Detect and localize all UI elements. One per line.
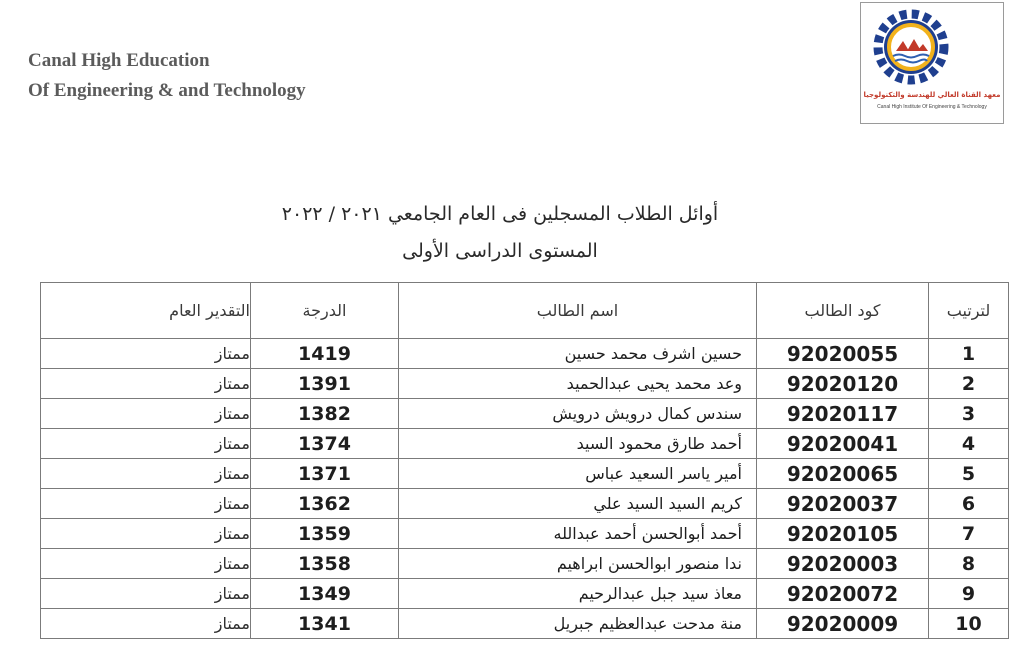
- student-code-cell: 92020009: [757, 609, 929, 639]
- table-row: [41, 429, 1009, 459]
- score-cell: 1349: [251, 579, 399, 609]
- header-name: اسم الطالب: [399, 283, 757, 339]
- table-row: [41, 489, 1009, 519]
- rank-cell: 2: [929, 369, 1009, 399]
- rank-cell: 5: [929, 459, 1009, 489]
- score-cell: 1358: [251, 549, 399, 579]
- grade-cell: [41, 579, 251, 609]
- student-name-cell: معاذ سيد جبل عبدالرحيم: [399, 579, 757, 609]
- grade-label: ممتاز: [214, 344, 250, 363]
- table-row: [41, 369, 1009, 399]
- table-row: [41, 399, 1009, 429]
- score-cell: 1362: [251, 489, 399, 519]
- student-code-cell: 92020072: [757, 579, 929, 609]
- student-code-cell: 92020065: [757, 459, 929, 489]
- grade-label: ممتاز: [214, 494, 250, 513]
- institute-name-line1: Canal High Education: [28, 50, 210, 71]
- grade-cell: [41, 399, 251, 429]
- table-row: [41, 579, 1009, 609]
- header-code: كود الطالب: [757, 283, 929, 339]
- student-code-cell: 92020105: [757, 519, 929, 549]
- student-name-cell: كريم السيد السيد علي: [399, 489, 757, 519]
- grade-label: ممتاز: [214, 614, 250, 633]
- grade-cell: [41, 609, 251, 639]
- page-title: أوائل الطلاب المسجلين فى العام الجامعي ٢٠٢١ / ٢٠٢٢: [281, 203, 719, 225]
- student-code-cell: 92020037: [757, 489, 929, 519]
- student-name-cell: أمير ياسر السعيد عباس: [399, 459, 757, 489]
- score-cell: 1419: [251, 339, 399, 369]
- rank-cell: 6: [929, 489, 1009, 519]
- student-name-cell: أحمد طارق محمود السيد: [399, 429, 757, 459]
- grade-cell: [41, 489, 251, 519]
- score-cell: 1391: [251, 369, 399, 399]
- student-code-cell: 92020117: [757, 399, 929, 429]
- logo-arabic-text: معهد القناة العالي للهندسة والتكنولوجيا: [863, 91, 1001, 99]
- score-cell: 1374: [251, 429, 399, 459]
- grade-cell: [41, 519, 251, 549]
- student-name-cell: حسين اشرف محمد حسين: [399, 339, 757, 369]
- table-header-row: [41, 283, 1009, 339]
- header-rank: لترتيب: [929, 283, 1009, 339]
- student-name-cell: وعد محمد يحيى عبدالحميد: [399, 369, 757, 399]
- rank-cell: 3: [929, 399, 1009, 429]
- grade-label: ممتاز: [214, 404, 250, 423]
- student-name-cell: أحمد أبوالحسن أحمد عبدالله: [399, 519, 757, 549]
- score-cell: 1371: [251, 459, 399, 489]
- grade-cell: [41, 429, 251, 459]
- rank-cell: 7: [929, 519, 1009, 549]
- header-score: الدرجة: [251, 283, 399, 339]
- rank-cell: 8: [929, 549, 1009, 579]
- rank-cell: 1: [929, 339, 1009, 369]
- institute-name-line2: Of Engineering & and Technology: [28, 80, 306, 101]
- header-grade: التقدير العام: [41, 283, 251, 339]
- institute-header: [28, 46, 306, 106]
- grade-cell: [41, 549, 251, 579]
- score-cell: 1359: [251, 519, 399, 549]
- page-subtitle: المستوى الدراسى الأولى: [402, 240, 598, 262]
- table-row: [41, 519, 1009, 549]
- grade-label: ممتاز: [214, 464, 250, 483]
- score-cell: 1382: [251, 399, 399, 429]
- results-table: [40, 282, 1009, 639]
- student-name-cell: منة مدحت عبدالعظيم جبريل: [399, 609, 757, 639]
- student-code-cell: 92020041: [757, 429, 929, 459]
- student-code-cell: 92020055: [757, 339, 929, 369]
- grade-cell: [41, 369, 251, 399]
- score-cell: 1341: [251, 609, 399, 639]
- student-name-cell: ندا منصور ابوالحسن ابراهيم: [399, 549, 757, 579]
- table-row: [41, 339, 1009, 369]
- student-code-cell: 92020120: [757, 369, 929, 399]
- grade-label: ممتاز: [214, 434, 250, 453]
- student-code-cell: 92020003: [757, 549, 929, 579]
- student-name-cell: سندس كمال درويش درويش: [399, 399, 757, 429]
- grade-cell: [41, 339, 251, 369]
- rank-cell: 10: [929, 609, 1009, 639]
- table-row: [41, 549, 1009, 579]
- grade-label: ممتاز: [214, 554, 250, 573]
- grade-label: ممتاز: [214, 524, 250, 543]
- logo-english-text: Canal High Institute Of Engineering & Technology: [877, 104, 987, 110]
- table-row: [41, 609, 1009, 639]
- grade-label: ممتاز: [214, 374, 250, 393]
- grade-label: ممتاز: [214, 584, 250, 603]
- table-row: [41, 459, 1009, 489]
- rank-cell: 4: [929, 429, 1009, 459]
- rank-cell: 9: [929, 579, 1009, 609]
- grade-cell: [41, 459, 251, 489]
- institute-logo: [860, 2, 1004, 124]
